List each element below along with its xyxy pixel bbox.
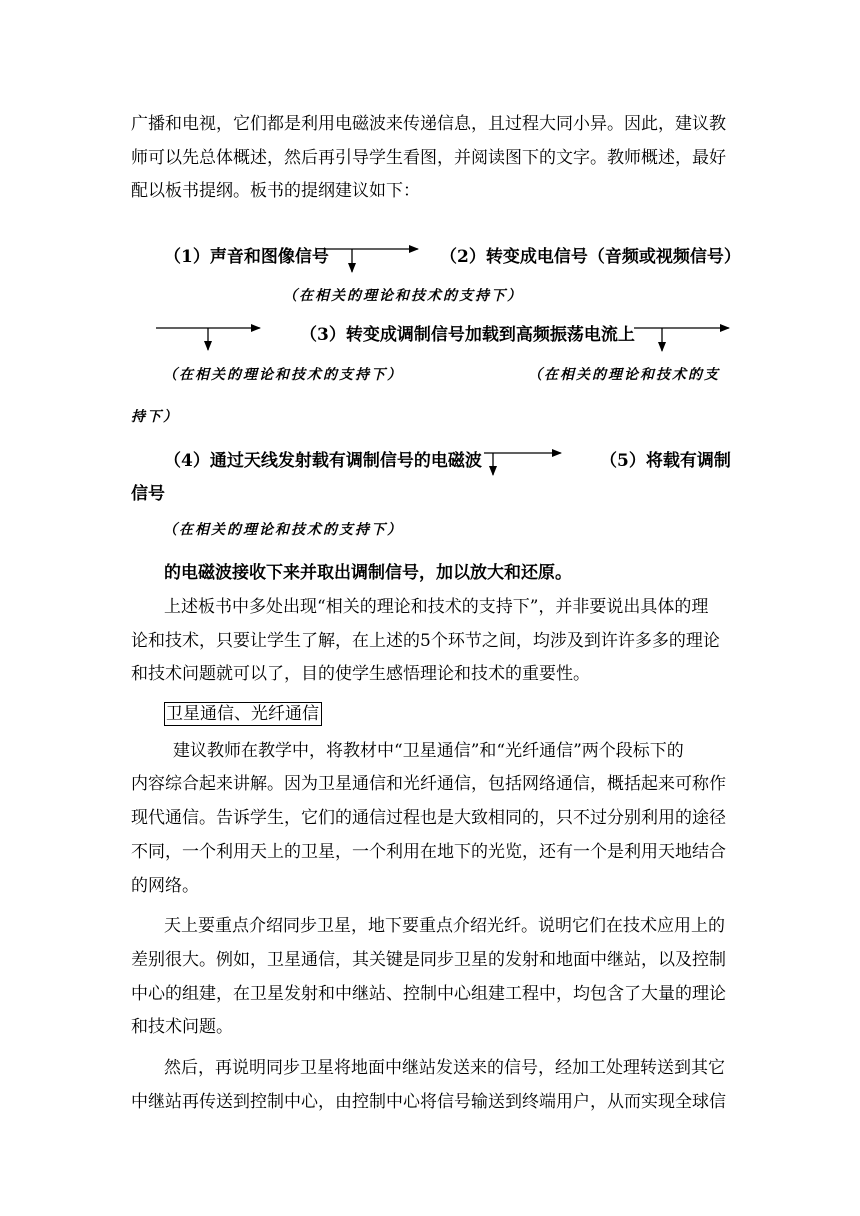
intro-line-1: 广播和电视，它们都是利用电磁波来传递信息，且过程大同小异。因此，建议教 xyxy=(131,114,726,134)
para-satellite-line-3: 中心的组建，在卫星发射和中继站、控制中心组建工程中，均包含了大量的理论 xyxy=(131,984,726,1004)
outline-note-d: （在相关的理论和技术的支持下） xyxy=(163,522,403,538)
outline-step-2: （2）转变成电信号（音频或视频信号） xyxy=(440,247,741,267)
para-satellite-line-2: 差别很大。例如，卫星通信，其关键是同步卫星的发射和地面中继站，以及控制 xyxy=(131,950,726,970)
outline-step-5-continued: 信号 xyxy=(131,484,165,504)
para-modern-line-1: 建议教师在教学中，将教材中“卫星通信”和“光纤通信”两个段标下的 xyxy=(173,741,684,761)
outline-step-5-tail: 的电磁波接收下来并取出调制信号，加以放大和还原。 xyxy=(164,563,572,583)
para-relay-line-1: 然后，再说明同步卫星将地面中继站发送来的信号，经加工处理转送到其它 xyxy=(164,1058,725,1078)
para-modern-line-3: 现代通信。告诉学生，它们的通信过程也是大致相同的，只不过分别利用的途径 xyxy=(131,808,726,828)
para-relay-line-2: 中继站再传送到控制中心，由控制中心将信号输送到终端用户，从而实现全球信 xyxy=(131,1092,726,1112)
outline-note-c-continued: 持下） xyxy=(131,409,179,425)
para-modern-line-5: 的网络。 xyxy=(131,876,199,896)
para-modern-line-4: 不同，一个利用天上的卫星，一个利用在地下的光览，还有一个是利用天地结合 xyxy=(131,842,726,862)
outline-note-c: （在相关的理论和技术的支 xyxy=(528,367,720,383)
section-heading-box: 卫星通信、光纤通信 xyxy=(164,702,322,726)
para-outline-line-1: 上述板书中多处出现“相关的理论和技术的支持下”，并非要说出具体的理 xyxy=(164,597,709,617)
outline-step-5: （5）将载有调制 xyxy=(600,451,731,471)
para-outline-line-3: 和技术问题就可以了，目的使学生感悟理论和技术的重要性。 xyxy=(131,664,590,684)
intro-line-2: 师可以先总体概述，然后再引导学生看图，并阅读图下的文字。教师概述，最好 xyxy=(131,148,726,168)
para-satellite-line-4: 和技术问题。 xyxy=(131,1017,233,1037)
section-heading xyxy=(164,704,322,724)
para-satellite-line-1: 天上要重点介绍同步卫星，地下要重点介绍光纤。说明它们在技术应用上的 xyxy=(164,916,725,936)
outline-step-1: （1）声音和图像信号 xyxy=(164,247,329,267)
intro-line-3: 配以板书提纲。板书的提纲建议如下： xyxy=(131,181,420,201)
para-outline-line-2: 论和技术，只要让学生了解，在上述的5个环节之间，均涉及到许许多多的理论 xyxy=(131,631,720,651)
outline-note-a: （在相关的理论和技术的支持下） xyxy=(283,288,523,304)
para-modern-line-2: 内容综合起来讲解。因为卫星通信和光纤通信，包括网络通信，概括起来可称作 xyxy=(131,774,726,794)
outline-step-4: （4）通过天线发射载有调制信号的电磁波 xyxy=(164,451,482,471)
outline-step-3: （3）转变成调制信号加载到高频振荡电流上 xyxy=(300,325,635,345)
outline-note-b: （在相关的理论和技术的支持下） xyxy=(163,367,403,383)
